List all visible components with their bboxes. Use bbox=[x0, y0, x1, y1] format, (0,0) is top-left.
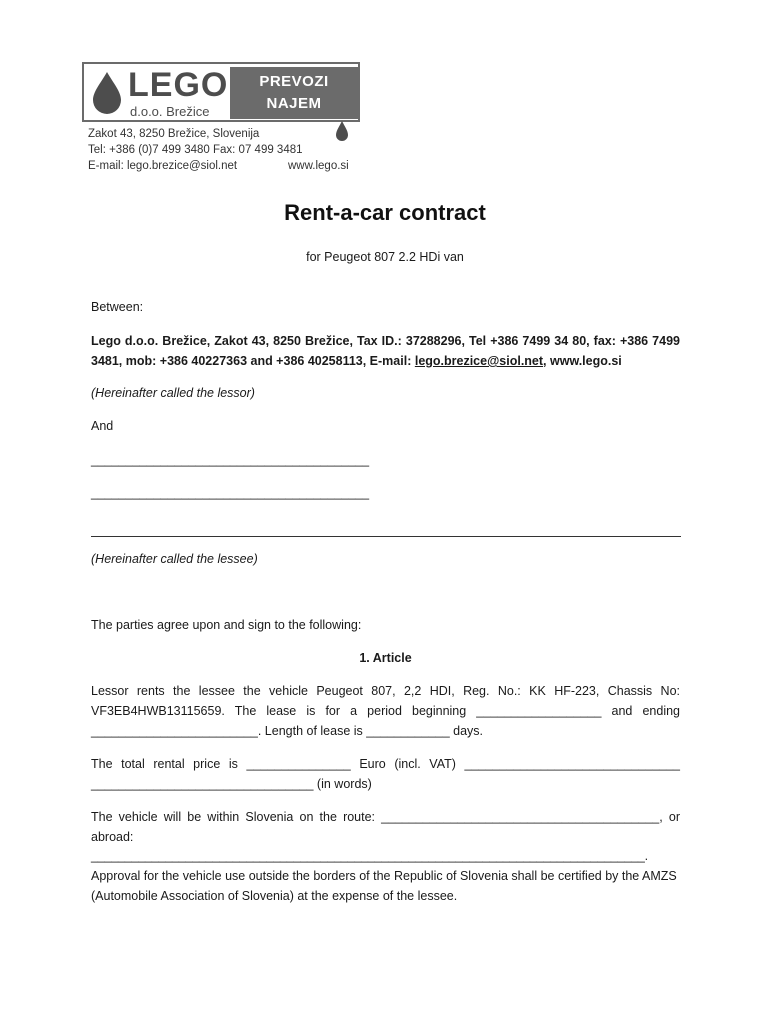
route-blank-line: __________________________________________________________________________________. bbox=[91, 849, 648, 863]
company-address: Zakot 43, 8250 Brežice, Slovenija bbox=[88, 128, 260, 140]
logo-banner bbox=[82, 62, 360, 122]
banner-line-2: NAJEM bbox=[266, 95, 322, 112]
company-contact-line bbox=[88, 160, 349, 172]
between-label: Between: bbox=[91, 300, 144, 314]
lessor-email-link[interactable]: lego.brezice@siol.net bbox=[414, 354, 544, 368]
agreement-intro: The parties agree upon and sign to the following: bbox=[91, 618, 362, 632]
article-paragraph-price: The total rental price is _______________ Euro (incl. VAT) _______________________________ ________________________________ (in words) bbox=[91, 757, 680, 791]
water-drop-icon bbox=[90, 70, 124, 114]
route-paragraph: The vehicle will be within Slovenia on the route: ________________________________________, or abroad: bbox=[91, 810, 680, 844]
company-email: E-mail: lego.brezice@siol.net bbox=[88, 160, 238, 172]
and-label: And bbox=[91, 419, 114, 433]
lessor-details-start: Lego d.o.o. Brežice, Zakot 43, 8250 Brežice, Tax ID.: 37288296, Tel +386 7499 34 80, fax: +386 7499 3481, mob: +386 40227363 and +386 40258113, E-mail: bbox=[91, 334, 680, 368]
lessee-note: (Hereinafter called the lessee) bbox=[91, 552, 258, 566]
company-website: www.lego.si bbox=[288, 160, 349, 172]
document-title: Rent-a-car contract bbox=[284, 200, 486, 225]
banner-line-1: PREVOZI bbox=[259, 73, 329, 90]
document-subtitle: for Peugeot 807 2.2 HDi van bbox=[306, 250, 464, 264]
logo-service-box bbox=[230, 67, 358, 119]
logo-word: LEGO bbox=[128, 66, 229, 104]
company-phone: Tel: +386 (0)7 499 3480 Fax: 07 499 3481 bbox=[88, 144, 303, 156]
logo-subtitle: d.o.o. Brežice bbox=[130, 104, 210, 119]
lessor-details-end: , www.lego.si bbox=[543, 354, 622, 368]
small-drop-icon bbox=[334, 120, 350, 142]
lessor-details bbox=[91, 331, 680, 371]
article-heading: 1. Article bbox=[359, 651, 412, 665]
lessee-blank-line-2: ________________________________________ bbox=[91, 486, 370, 500]
approval-paragraph: Approval for the vehicle use outside the borders of the Republic of Slovenia shall be certified by the AMZS (Automobile Association of Slovenia) at the expense of the lessee. bbox=[91, 869, 677, 903]
lessee-full-rule bbox=[91, 536, 681, 537]
article-paragraph-vehicle: Lessor rents the lessee the vehicle Peugeot 807, 2,2 HDI, Reg. No.: KK HF-223, Chassis No: VF3EB4HWB13115659. The lease is for a period beginning __________________ and ending ________________________. Length of lease is ____________ days. bbox=[91, 684, 680, 738]
lessee-blank-line-1: ________________________________________ bbox=[91, 453, 370, 467]
company-logo-block bbox=[82, 62, 362, 178]
lessor-note: (Hereinafter called the lessor) bbox=[91, 386, 255, 400]
